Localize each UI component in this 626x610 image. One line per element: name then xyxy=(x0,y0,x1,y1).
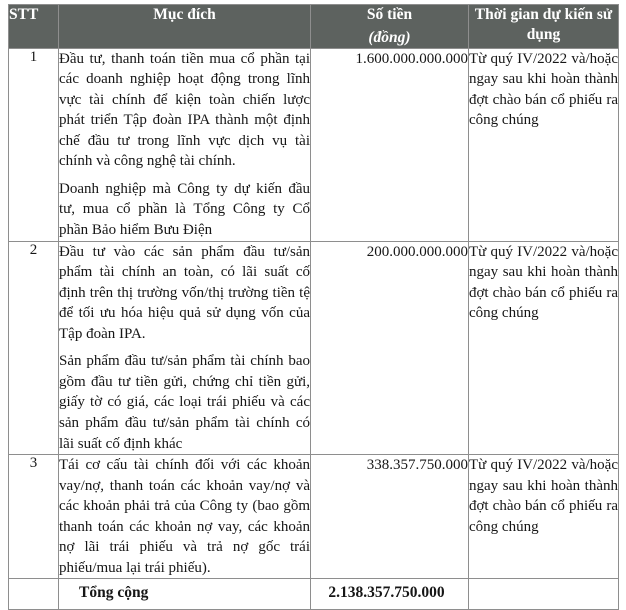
row-purpose xyxy=(59,455,311,579)
time-text: Từ quý IV/2022 và/hoặc ngay sau khi hoàn thành đợt chào bán cổ phiếu ra công chúng xyxy=(469,457,618,535)
column-header-purpose: Mục đích xyxy=(59,5,311,49)
total-empty-stt xyxy=(9,579,59,610)
capital-usage-table xyxy=(8,4,619,610)
column-header-amount-unit: (đồng) xyxy=(368,28,411,46)
time-text: Từ quý IV/2022 và/hoặc ngay sau khi hoàn thành đợt chào bán cổ phiếu ra công chúng xyxy=(469,50,618,129)
table-row xyxy=(9,455,619,579)
row-purpose xyxy=(59,48,311,241)
row-amount: 1.600.000.000.000 xyxy=(311,48,469,241)
total-label: Tổng cộng xyxy=(59,579,311,610)
row-amount: 200.000.000.000 xyxy=(311,241,469,454)
column-header-amount xyxy=(311,5,469,49)
row-index: 3 xyxy=(9,455,59,579)
column-header-amount-label: Số tiền xyxy=(366,6,413,23)
row-purpose xyxy=(59,241,311,454)
column-header-stt: STT xyxy=(9,5,59,49)
table-body xyxy=(9,48,619,610)
table-total-row xyxy=(9,579,619,610)
row-index: 1 xyxy=(9,48,59,241)
purpose-paragraph: Doanh nghiệp mà Công ty dự kiến đầu tư, mua cổ phần là Tổng Công ty Cổ phần Bảo hiểm Bưu Điện xyxy=(59,180,310,239)
row-time xyxy=(469,241,619,454)
purpose-paragraph: Đầu tư, thanh toán tiền mua cổ phần tại các doanh nghiệp hoạt động trong lĩnh vực tài chính để kiện toàn chiến lược phát triển Tập đoàn IPA thành một định chế đầu tư trong lĩnh vực dịch vụ tài chính và công nghệ tài chính. xyxy=(59,50,310,170)
table-header xyxy=(9,5,619,49)
total-amount: 2.138.357.750.000 xyxy=(311,579,469,610)
time-text: Từ quý IV/2022 và/hoặc ngay sau khi hoàn thành đợt chào bán cổ phiếu ra công chúng xyxy=(469,243,618,322)
purpose-paragraph: Đầu tư vào các sản phẩm đầu tư/sản phẩm tài chính an toàn, có lãi suất cố định trên thị trường vốn/thị trường tiền tệ để tối ưu hóa hiệu quả sử dụng vốn của Tập đoàn IPA. xyxy=(59,243,310,342)
row-index: 2 xyxy=(9,241,59,454)
row-time xyxy=(469,455,619,579)
column-header-time: Thời gian dự kiến sử dụng xyxy=(469,5,619,49)
purpose-paragraph: Sản phẩm đầu tư/sản phẩm tài chính bao gồm đầu tư tiền gửi, chứng chỉ tiền gửi, giấy tờ có giá, các loại trái phiếu và các sản phẩm đầu tư/sản phẩm tài chính có lãi suất cố định khác xyxy=(59,353,310,452)
table-row xyxy=(9,241,619,454)
total-empty-time xyxy=(469,579,619,610)
row-amount: 338.357.750.000 xyxy=(311,455,469,579)
purpose-paragraph: Tái cơ cấu tài chính đối với các khoản vay/nợ, thanh toán các khoản vay/nợ và các khoản phải trả của Công ty (bao gồm thanh toán các khoản nợ vay, các khoản nợ lãi trái phiếu và trả nợ gốc trái phiếu/mua lại trái phiếu). xyxy=(59,457,310,576)
row-time xyxy=(469,48,619,241)
table-row xyxy=(9,48,619,241)
table-header-row xyxy=(9,5,619,49)
